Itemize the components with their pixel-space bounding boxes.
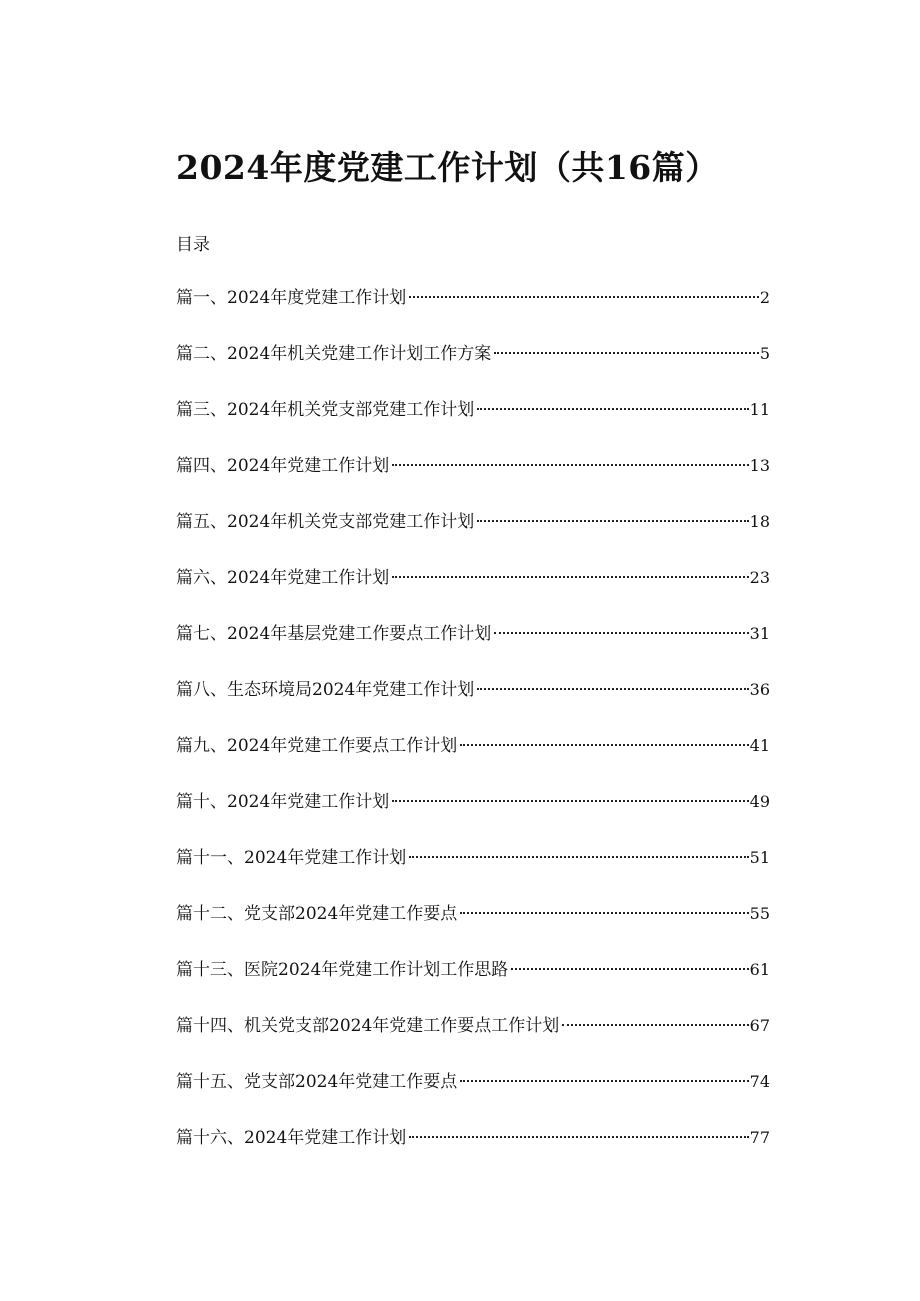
toc-entry-label: 篇六、2024年党建工作计划 [176, 568, 390, 588]
toc-dot-leader [494, 352, 759, 354]
toc-entry-page: 49 [749, 792, 770, 811]
toc-entry-page: 31 [749, 624, 770, 643]
toc-entry-page: 77 [749, 1128, 770, 1147]
toc-entry-label: 篇四、2024年党建工作计划 [176, 456, 390, 476]
toc-dot-leader [477, 688, 748, 690]
toc-dot-leader [460, 744, 748, 746]
toc-dot-leader [562, 1024, 748, 1026]
toc-dot-leader [460, 1080, 748, 1082]
toc-entry-page: 2 [759, 288, 770, 307]
toc-entry-page: 67 [749, 1016, 770, 1035]
toc-entry[interactable] [176, 900, 770, 956]
toc-entry-page: 13 [749, 456, 770, 475]
toc-entry-label: 篇七、2024年基层党建工作要点工作计划 [176, 624, 492, 644]
toc-entry-label: 篇八、生态环境局2024年党建工作计划 [176, 680, 475, 700]
toc-dot-leader [409, 296, 759, 298]
toc-entry-label: 篇十六、2024年党建工作计划 [176, 1128, 407, 1148]
toc-entry[interactable] [176, 1124, 770, 1180]
toc-dot-leader [511, 968, 748, 970]
toc-entry-page: 11 [749, 400, 770, 419]
toc-entry[interactable] [176, 676, 770, 732]
toc-dot-leader [494, 632, 748, 634]
toc-entry-page: 18 [749, 512, 770, 531]
toc-entry[interactable] [176, 452, 770, 508]
toc-entry[interactable] [176, 1012, 770, 1068]
toc-dot-leader [409, 1136, 748, 1138]
toc-entry[interactable] [176, 284, 770, 340]
toc-entry[interactable] [176, 844, 770, 900]
toc-entry-label: 篇十四、机关党支部2024年党建工作要点工作计划 [176, 1016, 560, 1036]
toc-dot-leader [392, 464, 748, 466]
toc-entry-label: 篇一、2024年度党建工作计划 [176, 288, 407, 308]
toc-entry-label: 篇十一、2024年党建工作计划 [176, 848, 407, 868]
toc-entry-label: 篇三、2024年机关党支部党建工作计划 [176, 400, 475, 420]
toc-dot-leader [477, 408, 748, 410]
toc-entry-label: 篇十、2024年党建工作计划 [176, 792, 390, 812]
toc-dot-leader [392, 576, 748, 578]
toc-entry-page: 61 [749, 960, 770, 979]
toc-entry-page: 5 [759, 344, 770, 363]
toc-dot-leader [409, 856, 748, 858]
toc-entry-page: 51 [749, 848, 770, 867]
toc-entry[interactable] [176, 788, 770, 844]
toc-entry-label: 篇二、2024年机关党建工作计划工作方案 [176, 344, 492, 364]
toc-entry-page: 55 [749, 904, 770, 923]
toc-entry[interactable] [176, 732, 770, 788]
toc-entry-page: 41 [749, 736, 770, 755]
toc-dot-leader [460, 912, 748, 914]
toc-entry[interactable] [176, 340, 770, 396]
toc-entry-page: 74 [749, 1072, 770, 1091]
toc-entry[interactable] [176, 508, 770, 564]
toc-entry[interactable] [176, 956, 770, 1012]
toc-heading: 目录 [176, 235, 210, 255]
toc-entry-label: 篇十二、党支部2024年党建工作要点 [176, 904, 458, 924]
toc-entry-label: 篇九、2024年党建工作要点工作计划 [176, 736, 458, 756]
toc-entry-label: 篇五、2024年机关党支部党建工作计划 [176, 512, 475, 532]
toc-entry[interactable] [176, 620, 770, 676]
document-title: 2024年度党建工作计划（共16篇） [176, 148, 719, 187]
toc-entry-label: 篇十三、医院2024年党建工作计划工作思路 [176, 960, 509, 980]
toc-entry[interactable] [176, 564, 770, 620]
toc-entry[interactable] [176, 396, 770, 452]
toc-entry[interactable] [176, 1068, 770, 1124]
toc-dot-leader [477, 520, 748, 522]
toc-dot-leader [392, 800, 748, 802]
toc-entry-label: 篇十五、党支部2024年党建工作要点 [176, 1072, 458, 1092]
toc-entry-page: 23 [749, 568, 770, 587]
toc-entry-page: 36 [749, 680, 770, 699]
table-of-contents [176, 284, 770, 1180]
